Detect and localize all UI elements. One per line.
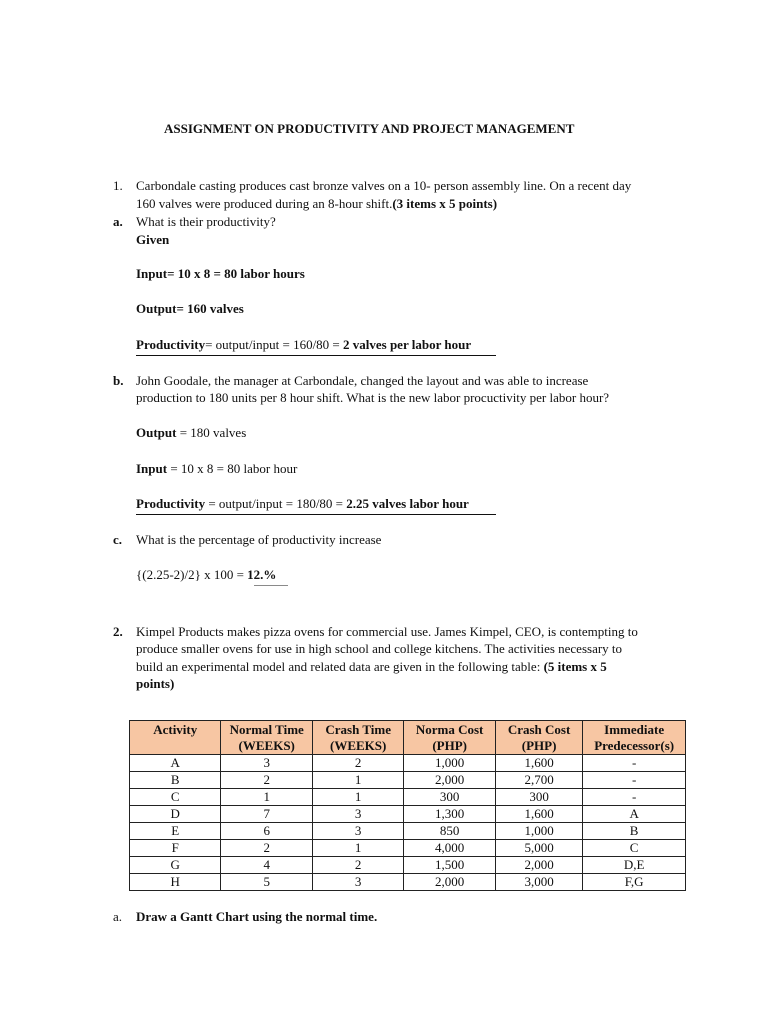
table-row bbox=[130, 789, 686, 806]
cell-normal-cost: 1,300 bbox=[404, 806, 495, 823]
q1b-prod-formula: = output/input = 180/80 = bbox=[205, 496, 347, 511]
q1a-output: Output= 160 valves bbox=[136, 301, 244, 316]
q1-number: 1. bbox=[113, 178, 123, 193]
q1a-input: Input= 10 x 8 = 80 labor hours bbox=[136, 266, 305, 281]
cell-predecessors: C bbox=[583, 840, 686, 857]
cell-predecessors: - bbox=[583, 772, 686, 789]
q1c-answer: 12.% bbox=[247, 567, 277, 582]
q2-points-cont: points) bbox=[136, 676, 175, 691]
cell-activity: B bbox=[130, 772, 221, 789]
cell-activity: G bbox=[130, 857, 221, 874]
table-row bbox=[130, 806, 686, 823]
q2a-question: Draw a Gantt Chart using the normal time. bbox=[136, 909, 378, 924]
q1-points: (3 items x 5 points) bbox=[392, 196, 498, 211]
cell-crash-time: 1 bbox=[312, 840, 403, 857]
q1a-prod-answer: 2 valves per labor hour bbox=[343, 337, 472, 352]
q2-number: 2. bbox=[113, 624, 123, 639]
cell-normal-time: 6 bbox=[221, 823, 312, 840]
table-row bbox=[130, 823, 686, 840]
document-title: ASSIGNMENT ON PRODUCTIVITY AND PROJECT MANAGEMENT bbox=[164, 121, 575, 136]
cell-predecessors: - bbox=[583, 789, 686, 806]
q1b-output-label: Output bbox=[136, 425, 177, 440]
cell-crash-cost: 300 bbox=[495, 789, 582, 806]
table-row bbox=[130, 840, 686, 857]
q1a-answer-underline bbox=[136, 355, 496, 356]
q1b-input-value: = 10 x 8 = 80 labor hour bbox=[167, 461, 298, 476]
q2-text-line2: produce smaller ovens for use in high school and college kitchens. The activities necessary to bbox=[136, 641, 623, 656]
q1b-letter: b. bbox=[113, 373, 124, 388]
q1a-prod-formula: = output/input = 160/80 = bbox=[205, 337, 344, 352]
cell-activity: F bbox=[130, 840, 221, 857]
q1b-input-label: Input bbox=[136, 461, 168, 476]
cell-normal-cost: 1,500 bbox=[404, 857, 495, 874]
q1b-prod-answer: 2.25 valves labor hour bbox=[346, 496, 469, 511]
activity-table bbox=[129, 720, 686, 891]
cell-normal-time: 5 bbox=[221, 874, 312, 891]
q1c-formula-line bbox=[136, 567, 276, 583]
q1b-output-value: = 180 valves bbox=[176, 425, 247, 440]
cell-activity: E bbox=[130, 823, 221, 840]
q1a-given: Given bbox=[136, 232, 170, 247]
cell-normal-time: 2 bbox=[221, 840, 312, 857]
cell-crash-time: 3 bbox=[312, 874, 403, 891]
q1c-formula: {(2.25-2)/2} x 100 = bbox=[136, 567, 248, 582]
table-row bbox=[130, 772, 686, 789]
cell-activity: C bbox=[130, 789, 221, 806]
header-normal-cost: Norma Cost (PHP) bbox=[404, 721, 495, 755]
cell-normal-time: 7 bbox=[221, 806, 312, 823]
cell-normal-time: 3 bbox=[221, 755, 312, 772]
cell-crash-time: 3 bbox=[312, 823, 403, 840]
q1b-output bbox=[136, 425, 246, 441]
cell-activity: D bbox=[130, 806, 221, 823]
header-crash-time: Crash Time (WEEKS) bbox=[312, 721, 403, 755]
q1-text-line2-body: 160 valves were produced during an 8-hour shift. bbox=[136, 196, 393, 211]
header-predecessors: Immediate Predecessor(s) bbox=[583, 721, 686, 755]
q1c-question: What is the percentage of productivity increase bbox=[136, 532, 382, 547]
q1a-prod-label: Productivity bbox=[136, 337, 206, 352]
q1b-text-line2: production to 180 units per 8 hour shift. What is the new labor procuctivity per labor hour? bbox=[136, 390, 610, 405]
cell-predecessors: A bbox=[583, 806, 686, 823]
q2-text-line3 bbox=[136, 659, 607, 675]
cell-normal-cost: 300 bbox=[404, 789, 495, 806]
cell-crash-time: 2 bbox=[312, 755, 403, 772]
cell-crash-cost: 2,700 bbox=[495, 772, 582, 789]
cell-normal-time: 4 bbox=[221, 857, 312, 874]
table-row bbox=[130, 874, 686, 891]
cell-normal-cost: 2,000 bbox=[404, 874, 495, 891]
q1b-productivity bbox=[136, 496, 469, 512]
table-header-row bbox=[130, 721, 686, 755]
header-normal-time: Normal Time (WEEKS) bbox=[221, 721, 312, 755]
q1a-letter: a. bbox=[113, 214, 123, 229]
cell-predecessors: - bbox=[583, 755, 686, 772]
q1b-input bbox=[136, 461, 297, 477]
cell-normal-cost: 2,000 bbox=[404, 772, 495, 789]
cell-crash-time: 1 bbox=[312, 789, 403, 806]
cell-crash-cost: 2,000 bbox=[495, 857, 582, 874]
cell-crash-time: 1 bbox=[312, 772, 403, 789]
cell-crash-cost: 3,000 bbox=[495, 874, 582, 891]
q1b-text-line1: John Goodale, the manager at Carbondale, changed the layout and was able to increase bbox=[136, 373, 589, 388]
cell-crash-cost: 5,000 bbox=[495, 840, 582, 857]
q2-text-line1: Kimpel Products makes pizza ovens for commercial use. James Kimpel, CEO, is contempting to bbox=[136, 624, 638, 639]
cell-crash-time: 3 bbox=[312, 806, 403, 823]
cell-normal-time: 1 bbox=[221, 789, 312, 806]
q1a-productivity bbox=[136, 337, 471, 353]
cell-predecessors: F,G bbox=[583, 874, 686, 891]
cell-crash-time: 2 bbox=[312, 857, 403, 874]
cell-predecessors: D,E bbox=[583, 857, 686, 874]
q1-text-line1: Carbondale casting produces cast bronze valves on a 10- person assembly line. On a recent day bbox=[136, 178, 632, 193]
cell-predecessors: B bbox=[583, 823, 686, 840]
q1c-letter: c. bbox=[113, 532, 123, 547]
cell-crash-cost: 1,600 bbox=[495, 755, 582, 772]
cell-normal-cost: 850 bbox=[404, 823, 495, 840]
cell-normal-cost: 4,000 bbox=[404, 840, 495, 857]
cell-activity: A bbox=[130, 755, 221, 772]
q1c-answer-underline bbox=[254, 585, 288, 586]
q2-text-line3-body: build an experimental model and related data are given in the following table: bbox=[136, 659, 544, 674]
cell-normal-cost: 1,000 bbox=[404, 755, 495, 772]
cell-crash-cost: 1,600 bbox=[495, 806, 582, 823]
q1-text-line2 bbox=[136, 196, 497, 212]
header-activity: Activity bbox=[130, 721, 221, 755]
cell-normal-time: 2 bbox=[221, 772, 312, 789]
cell-crash-cost: 1,000 bbox=[495, 823, 582, 840]
cell-activity: H bbox=[130, 874, 221, 891]
q2-points: (5 items x 5 bbox=[543, 659, 607, 674]
header-crash-cost: Crash Cost (PHP) bbox=[495, 721, 582, 755]
q2a-letter: a. bbox=[113, 909, 123, 924]
q1b-answer-underline bbox=[136, 514, 496, 515]
table-row bbox=[130, 857, 686, 874]
q1a-question: What is their productivity? bbox=[136, 214, 276, 229]
table-row bbox=[130, 755, 686, 772]
q1b-prod-label: Productivity bbox=[136, 496, 206, 511]
